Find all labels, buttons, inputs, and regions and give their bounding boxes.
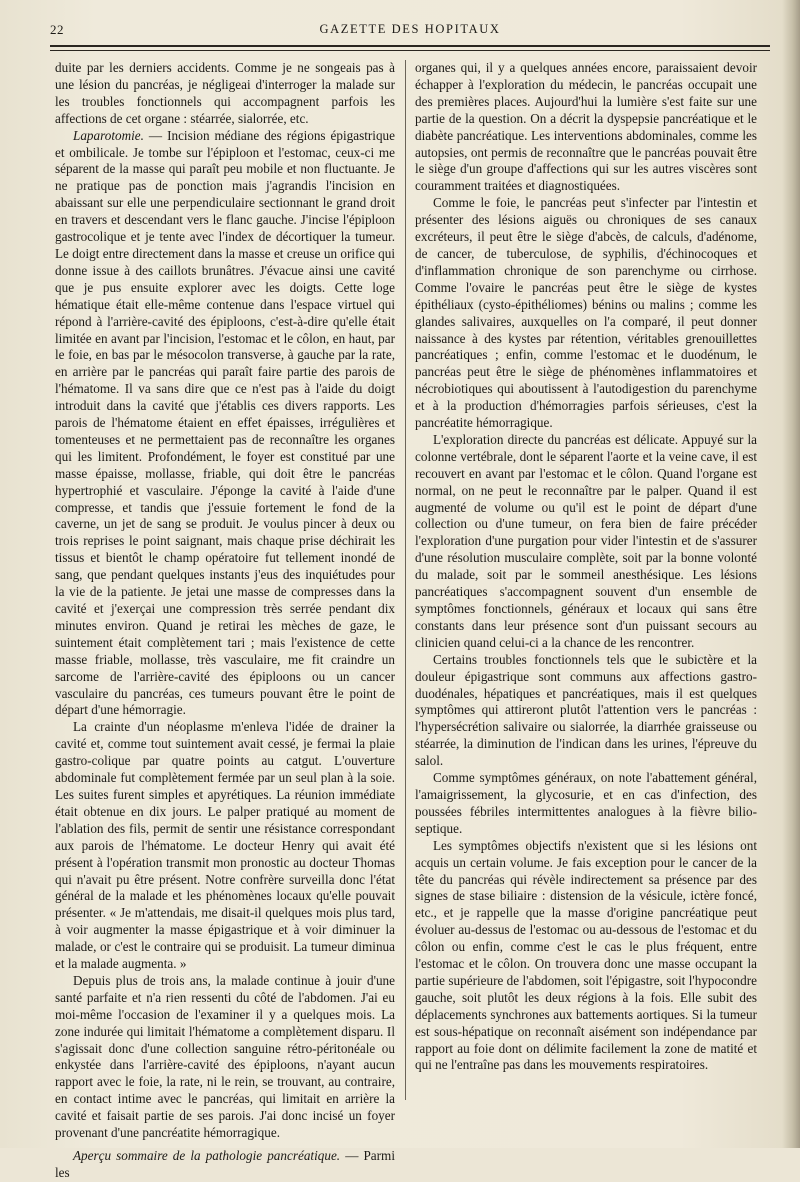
paragraph-text: Les symptômes objectifs n'existent que si les lésions ont acquis un certain volume. Je fais exception pour le cancer de la tête du pancréas qui révèle indirectement sa présence par des signes de stase biliaire : distension de la vésicule, ictère foncé, etc., et je rappelle que la masse d'origine pancréatique peut évoluer au-dessus de l'estomac ou au-dessous de l'estomac et du côlon ou enfin, comme c'est le cas le plus fréquent, entre l'estomac et le côlon. On trouvera donc une masse occupant la partie supérieure de l'abdomen, soit l'épigastre, soit l'hypocondre gauche, soit plutôt les deux régions à la fois. Elle subit des déplacements synchrones aux battements aortiques. Si la tumeur est sous-hépatique on reconnaît aisément son indépendance par rapport au foie dont on délimite facilement la zone de matité et qui ne l'entraîne pas dans les mouvements respiratoires. [415,837,757,1073]
paragraph [415,838,757,1075]
paragraph-text: L'exploration directe du pancréas est délicate. Appuyé sur la colonne vertébrale, dont le séparent l'aorte et la veine cave, il est recouvert en avant par l'estomac et le côlon. Quand l'organe est normal, on ne peut le reconnaître par le palper. Quand il est augmenté de volume ou qu'il est le point de départ d'une collection ou d'une tumeur, on fera bien de faire précéder l'exploration d'une purgation pour vider l'intestin et de s'assurer d'une résolution musculaire complète, soit par la bonne volonté du malade, soit par le sommeil anesthésique. Les lésions pancréatiques s'accompagnent souvent d'un ensemble de symptômes fonctionnels, généraux et locaux qui sans être constants dans leur présence sont d'un puissant secours au clinicien quand celui-ci a la chance de les rencontrer. [415,431,757,650]
header-rule-thick [50,45,770,47]
paragraph [55,973,395,1142]
header-rule-thin [50,50,770,51]
paragraph-text: Depuis plus de trois ans, la malade continue à jouir d'une santé parfaite et n'a rien ressenti du côté de l'abdomen. J'ai eu moi-même l'occasion de l'examiner il y a quelques mois. La zone indurée qui limitait l'hématome a complètement disparu. Il s'agissait donc d'une collection sanguine rétro-péritonéale ou enkystée dans l'arrière-cavité des épiploons, n'ayant aucun rapport avec le foie, la rate, ni le rein, se trouvant, au contraire, en contact intime avec le pancréas, qui limitait en arrière la cavité et faisait partie de ses parois. J'ai donc incisé un foyer provenant d'une pancréatite hémorragique. [55,972,395,1141]
paragraph [415,770,757,838]
left-column [55,60,395,1182]
page-header [50,22,770,44]
paragraph [415,432,757,652]
paragraph-text: — Incision médiane des régions épigastrique et ombilicale. Je tombe sur l'épiploon et l'estomac, ceux-ci me séparent de la masse qui paraît peu mobile et non fluctuante. Je ne pratique pas de ponction mais j'agrandis l'incision en abaissant sur elle une perpendiculaire sectionnant le grand droit en travers et descendant vers le flanc gauche. J'incise l'épiploon gastrocolique et je tente avec l'index de décortiquer la tumeur. Le doigt entre directement dans la masse et creuse un orifice qui donne issue à des caillots brunâtres. J'évacue ainsi une cavité que je pus ensuite explorer avec les doigts. Cette loge hématique était elle-même contenue dans l'espace virtuel qui répond à l'arrière-cavité des épiploons, c'est-à-dire qu'elle était limitée en avant par l'incision, l'estomac et le côlon, en haut, par le foie, en bas par le mésocolon transverse, à gauche par la rate, en arrière par le pancréas qui paraît faire partie des parois de l'hématome. Il va sans dire que ce n'est pas à l'aide du doigt introduit dans la cavité que j'établis ces divers rapports. Les parois de l'hématome étaient en effet épaisses, irrégulières et tomenteuses et ne permettaient pas de reconnaître les organes qui les limitent. Profondément, le foyer est constitué par une masse épaisse, mollasse, friable, qui doit être le pancréas hypertrophié et vasculaire. J'éponge la cavité à l'aide d'une compresse, et tandis que j'essuie fortement le fond de la caverne, un jet de sang se produit. Je voulus pincer à deux ou trois reprises le point saignant, mais chaque prise déchirait les tissus et bientôt le champ opératoire fut tellement inondé de sang, que pendant quelques instants j'eus des inquiétudes pour la vie de la patiente. Je jetai une masse de compresses dans la cavité et j'exerçai une compression très serrée pendant dix minutes environ. Quand je retirai les mèches de gaze, le suintement était complètement tari ; mais l'existence de cette masse friable, mollasse, très vasculaire, me fit craindre un sarcome de l'arrière-cavité des épiploons ou un cancer vasculaire du pancréas, ces tumeurs pouvant être le point de départ d'une hémorragie. [55,127,395,718]
paragraph [55,719,395,973]
paragraph-text: La crainte d'un néoplasme m'enleva l'idée de drainer la cavité et, comme tout suintement avait cessé, je fermai la plaie gastro-colique par quatre points au catgut. L'ouverture abdominale fut complètement fermée par un seul plan à la soie. Les suites furent simples et apyrétiques. La réunion immédiate était obtenue en dix jours. Le palper pratiqué au moment de l'ablation des fils, permit de sentir une résistance correspondant aux parois de l'hématome. Le docteur Henry qui avait été présent à l'opération transmit mon pronostic au docteur Thomas qui n'avait pu être présent. Notre confrère surveilla donc l'état général de la malade et les phénomènes locaux qu'elle pouvait présenter. « Je m'attendais, me disait-il quelques mois plus tard, à voir augmenter la masse épigastrique et à voir diminuer la malade, or c'est le contraire qui se produisit. La tumeur diminua et la malade augmenta. » [55,719,395,972]
page-number: 22 [50,22,64,37]
paragraph-text: Comme symptômes généraux, on note l'abattement général, l'amaigrissement, la glycosurie, et en cas d'infection, des poussées fébriles intermittentes analogues à la fièvre bilio-septique. [415,770,757,836]
paragraph-text: organes qui, il y a quelques années encore, paraissaient devoir échapper à l'exploration du médecin, le pancréas occupait une des premières places. Aujourd'hui la lumière s'est faite sur une partie de la question. On a décrit la dyspepsie pancréatique et le diabète pancréatique. Les interventions abdominales, comme les autopsies, ont permis de reconnaître que le pancréas pouvait être le siège d'un groupe d'affections qui sur les autres viscères sont couramment traitées et diagnostiquées. [415,60,757,194]
paragraph [55,128,395,720]
paragraph-text: duite par les derniers accidents. Comme je ne songeais pas à une lésion du pancréas, je négligeai d'interroger la malade sur les troubles fonctionnels qui accompagnent parfois les affections de cet organe : stéarrée, sialorrée, etc. [55,60,395,126]
paragraph [415,60,757,195]
paragraph [415,652,757,770]
paragraph [55,1148,395,1182]
paragraph [415,195,757,432]
paragraph-text: Certains troubles fonctionnels tels que le subictère et la douleur épigastrique sont communs aux affections gastro-duodénales, hépatiques et pancréatiques, mais il est quelques symptômes qui attireront plutôt l'attention vers le pancréas : l'hypersécrétion salivaire ou sialorrée, la diarrhée graisseuse ou stéarrée, la diminution de l'indican dans les urines, l'épreuve du salol. [415,651,757,769]
column-divider [405,60,406,1100]
paragraph-text: — Parmi les [55,1148,395,1180]
paragraph-text: Comme le foie, le pancréas peut s'infecter par l'intestin et présenter des lésions aiguës ou chroniques de ses canaux excréteurs, il peut être le siège d'abcès, de calculs, d'adénome, de cancer, de tuberculose, de syphilis, d'échinocoques et d'inflammation chronique de son parenchyme ou cirrhose. Comme l'ovaire le pancréas peut être le siège de kystes épithéliaux (cysto-épithéliomes) bénins ou malins ; comme les glandes salivaires, auxquelles on l'a comparé, il peut donner naissance à des kystes par rétention, véritables grenouillettes pancréatiques ; enfin, comme l'estomac et le duodénum, le pancréas peut être le siège de phénomènes inflammatoires et nécrobiotiques qui aboutissent à l'autodigestion du parenchyme et à la production d'hémorragies parfois sérieuses, c'est la pancréatite hémorragique. [415,195,757,431]
running-title: GAZETTE DES HOPITAUX [319,22,501,36]
section-lead: Laparotomie. [73,127,144,143]
section-lead: Aperçu sommaire de la pathologie pancréatique. [73,1148,341,1163]
page-edge-shadow [782,0,800,1148]
right-column [415,60,757,1074]
paragraph [55,60,395,128]
